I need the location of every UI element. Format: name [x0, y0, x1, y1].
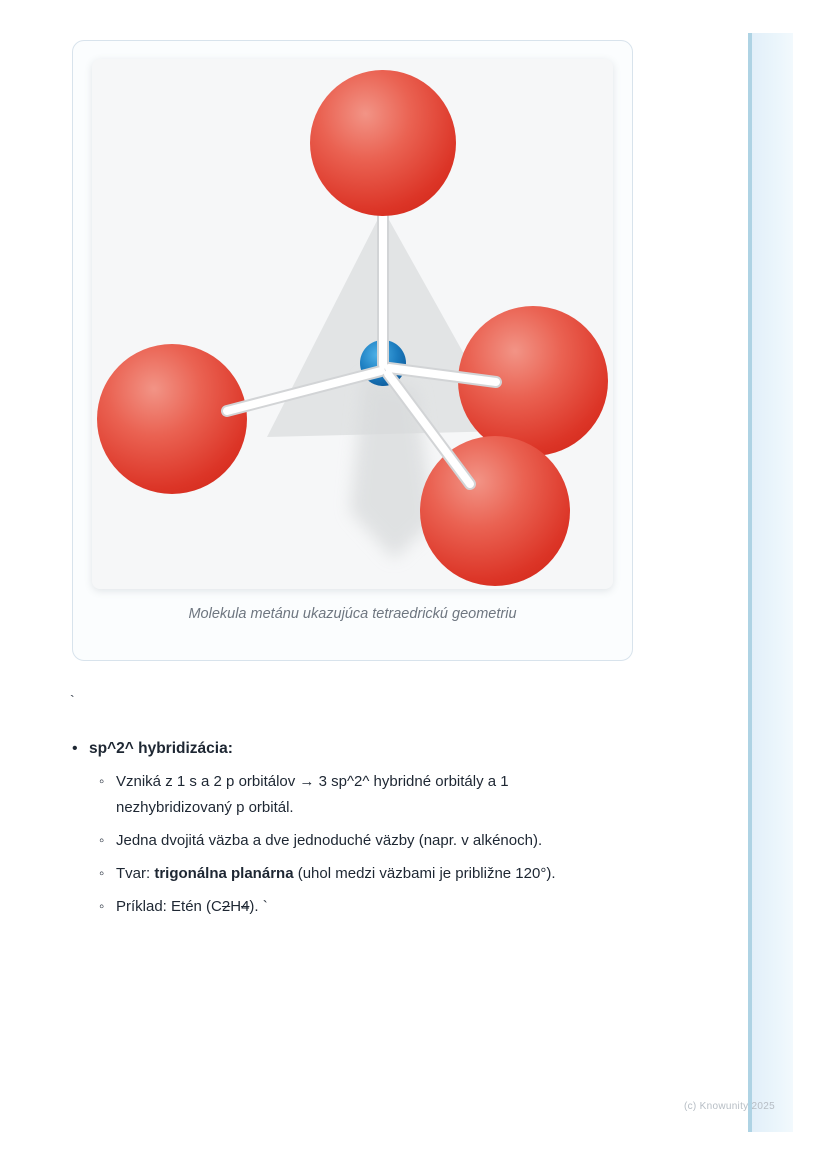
list-item	[99, 894, 632, 920]
circle-bullet-icon: ◦	[99, 832, 105, 849]
figure-card	[72, 40, 633, 661]
figure-caption: Molekula metánu ukazujúca tetraedrickú geometriu	[188, 606, 517, 622]
circle-bullet-icon: ◦	[99, 865, 105, 882]
text-segment: ).	[249, 898, 263, 915]
circle-bullet-icon: ◦	[99, 773, 105, 790]
copyright-note: (c) Knowunity 2025	[683, 1101, 775, 1112]
list-item	[99, 828, 632, 854]
text-segment: (uhol medzi väzbami je približne 120°).	[293, 865, 556, 882]
outer-atom-left	[97, 344, 247, 494]
sublist	[99, 769, 632, 920]
list-item-text	[116, 861, 556, 887]
list-item	[99, 861, 632, 887]
bullet-icon: •	[72, 740, 78, 757]
circle-bullet-icon: ◦	[99, 898, 105, 915]
list-item-main	[72, 737, 632, 761]
trailing-backtick: `	[262, 898, 268, 915]
stray-backtick: `	[70, 692, 75, 708]
text-segment: Tvar:	[116, 865, 155, 882]
text-segment-bold: trigonálna planárna	[154, 865, 294, 882]
outer-atom-bottom	[420, 436, 570, 586]
list-item-text	[116, 894, 268, 920]
next-page-edge	[748, 33, 793, 1132]
methane-molecule-illustration	[92, 59, 613, 589]
notes-list	[72, 737, 632, 927]
molecule-figure	[92, 59, 613, 589]
list-title: sp^2^ hybridizácia:	[89, 740, 233, 757]
text-segment: Príklad: Etén (C	[116, 898, 222, 915]
text-segment: H	[230, 898, 242, 915]
list-item	[99, 769, 632, 821]
outer-atom-top	[310, 70, 456, 216]
text-segment-strikethrough: 4	[241, 898, 250, 915]
list-item-text: Vzniká z 1 s a 2 p orbitálov → 3 sp^2^ hybridné orbitály a 1 nezhybridizovaný p orbitál.	[116, 773, 509, 816]
text-segment-strikethrough: 2	[221, 898, 231, 915]
list-item-text: Jedna dvojitá väzba a dve jednoduché väzby (napr. v alkénoch).	[116, 832, 543, 849]
